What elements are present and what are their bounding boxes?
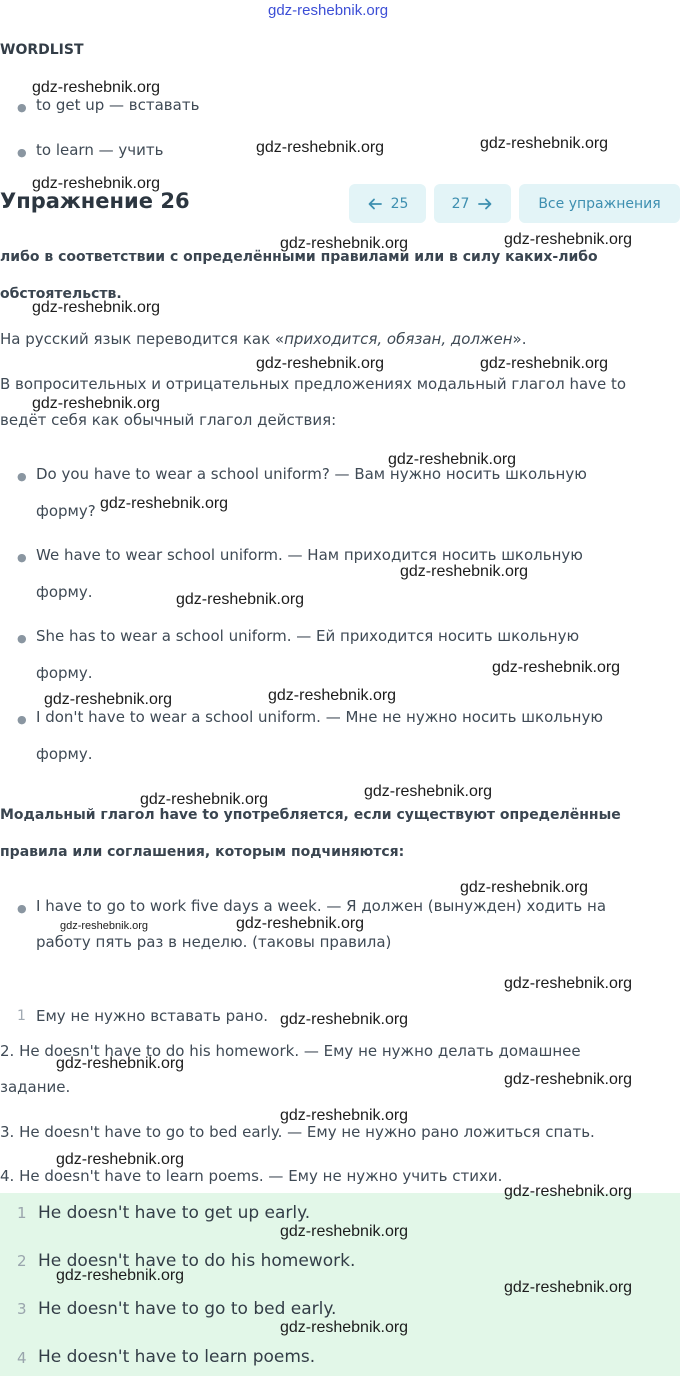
exercise-title: Упражнение 26 bbox=[0, 189, 190, 213]
watermark: gdz-reshebnik.org bbox=[32, 175, 161, 192]
answer-number: 1 bbox=[17, 1204, 27, 1222]
prev-exercise-label: 25 bbox=[390, 195, 409, 212]
example-item: форму. bbox=[36, 583, 93, 601]
watermark: gdz-reshebnik.org bbox=[504, 231, 633, 248]
watermark: gdz-reshebnik.org bbox=[56, 1055, 185, 1072]
watermark: gdz-reshebnik.org bbox=[56, 1267, 185, 1284]
watermark: gdz-reshebnik.org bbox=[280, 1319, 409, 1336]
bullet-icon: ● bbox=[17, 146, 27, 159]
next-exercise-button[interactable] bbox=[434, 184, 511, 223]
watermark: gdz-reshebnik.org bbox=[32, 79, 161, 96]
watermark: gdz-reshebnik.org bbox=[388, 451, 517, 468]
translation-prefix: На русский язык переводится как « bbox=[0, 330, 285, 348]
wordlist-heading: WORDLIST bbox=[0, 42, 84, 58]
answer-text: He doesn't have to learn poems. bbox=[38, 1347, 316, 1367]
arrow-left-icon bbox=[367, 196, 383, 212]
watermark: gdz-reshebnik.org bbox=[236, 915, 365, 932]
translation-text: задание. bbox=[0, 1078, 71, 1096]
rule-bold-line: Модальный глагол have to употребляется, если существуют определённые bbox=[0, 807, 621, 823]
rule-bold-line: либо в соответствии с определёнными правилами или в силу каких-либо bbox=[0, 249, 598, 265]
translation-italic: приходится, обязан, должен bbox=[284, 330, 513, 348]
watermark: gdz-reshebnik.org bbox=[504, 1279, 633, 1296]
wordlist-item: to get up — вставать bbox=[36, 96, 200, 114]
rule-bold-line: обстоятельств. bbox=[0, 286, 122, 302]
watermark: gdz-reshebnik.org bbox=[256, 355, 385, 372]
watermark: gdz-reshebnik.org bbox=[44, 691, 173, 708]
bullet-icon: ● bbox=[17, 101, 27, 114]
next-exercise-label: 27 bbox=[451, 195, 470, 212]
watermark: gdz-reshebnik.org bbox=[280, 235, 409, 252]
translation-note bbox=[0, 330, 527, 348]
bullet-icon: ● bbox=[17, 470, 27, 483]
watermark: gdz-reshebnik.org bbox=[280, 1107, 409, 1124]
translation-text: 2. He doesn't have to do his homework. — Ему не нужно делать домашнее bbox=[0, 1042, 581, 1060]
example-item: I don't have to wear a school uniform. — Мне не нужно носить школьную bbox=[36, 708, 603, 726]
translation-number: 1 bbox=[17, 1008, 26, 1024]
answer-number: 2 bbox=[17, 1252, 27, 1270]
watermark: gdz-reshebnik.org bbox=[32, 395, 161, 412]
watermark: gdz-reshebnik.org bbox=[268, 687, 397, 704]
answer-number: 4 bbox=[17, 1349, 27, 1367]
question-note: ведёт себя как обычный глагол действия: bbox=[0, 411, 337, 429]
example-item: I have to go to work five days a week. — Я должен (вынужден) ходить на bbox=[36, 897, 607, 915]
bullet-icon: ● bbox=[17, 551, 27, 564]
translation-text: Ему не нужно вставать рано. bbox=[36, 1007, 269, 1025]
example-item: форму? bbox=[36, 502, 96, 520]
watermark: gdz-reshebnik.org bbox=[504, 975, 633, 992]
translation-text: 4. He doesn't have to learn poems. — Ему не нужно учить стихи. bbox=[0, 1167, 503, 1185]
watermark: gdz-reshebnik.org bbox=[176, 591, 305, 608]
example-item: форму. bbox=[36, 664, 93, 682]
translation-text: 3. He doesn't have to go to bed early. — Ему не нужно рано ложиться спать. bbox=[0, 1123, 595, 1141]
translation-suffix: ». bbox=[512, 330, 527, 348]
answer-text: He doesn't have to get up early. bbox=[38, 1203, 311, 1223]
example-item: Do you have to wear a school uniform? — Вам нужно носить школьную bbox=[36, 465, 587, 483]
example-item: We have to wear school uniform. — Нам приходится носить школьную bbox=[36, 546, 583, 564]
question-note: В вопросительных и отрицательных предложениях модальный глагол have to bbox=[0, 375, 627, 393]
watermark: gdz-reshebnik.org bbox=[460, 879, 589, 896]
example-item: работу пять раз в неделю. (таковы правила) bbox=[36, 933, 392, 951]
watermark: gdz-reshebnik.org bbox=[364, 783, 493, 800]
watermark: gdz-reshebnik.org bbox=[480, 135, 609, 152]
watermark: gdz-reshebnik.org bbox=[504, 1071, 633, 1088]
prev-exercise-button[interactable] bbox=[349, 184, 426, 223]
watermark: gdz-reshebnik.org bbox=[60, 920, 149, 932]
answer-text: He doesn't have to do his homework. bbox=[38, 1251, 356, 1271]
watermark: gdz-reshebnik.org bbox=[100, 495, 229, 512]
bullet-icon: ● bbox=[17, 902, 27, 915]
answer-number: 3 bbox=[17, 1300, 27, 1318]
watermark: gdz-reshebnik.org bbox=[400, 563, 529, 580]
all-exercises-label: Все упражнения bbox=[538, 195, 661, 212]
watermark: gdz-reshebnik.org bbox=[56, 1151, 185, 1168]
bullet-icon: ● bbox=[17, 713, 27, 726]
watermark: gdz-reshebnik.org bbox=[140, 791, 269, 808]
watermark: gdz-reshebnik.org bbox=[480, 355, 609, 372]
rule-bold-line: правила или соглашения, которым подчиняются: bbox=[0, 844, 405, 860]
example-item: форму. bbox=[36, 745, 93, 763]
watermark: gdz-reshebnik.org bbox=[504, 1183, 633, 1200]
wordlist-item: to learn — учить bbox=[36, 141, 164, 159]
watermark: gdz-reshebnik.org bbox=[256, 139, 385, 156]
watermark: gdz-reshebnik.org bbox=[492, 659, 621, 676]
example-item: She has to wear a school uniform. — Ей приходится носить школьную bbox=[36, 627, 580, 645]
answer-text: He doesn't have to go to bed early. bbox=[38, 1299, 337, 1319]
watermark: gdz-reshebnik.org bbox=[280, 1011, 409, 1028]
arrow-right-icon bbox=[477, 196, 493, 212]
watermark: gdz-reshebnik.org bbox=[280, 1223, 409, 1240]
watermark: gdz-reshebnik.org bbox=[32, 299, 161, 316]
all-exercises-button[interactable] bbox=[519, 184, 680, 223]
site-link[interactable]: gdz-reshebnik.org bbox=[268, 2, 389, 19]
bullet-icon: ● bbox=[17, 632, 27, 645]
